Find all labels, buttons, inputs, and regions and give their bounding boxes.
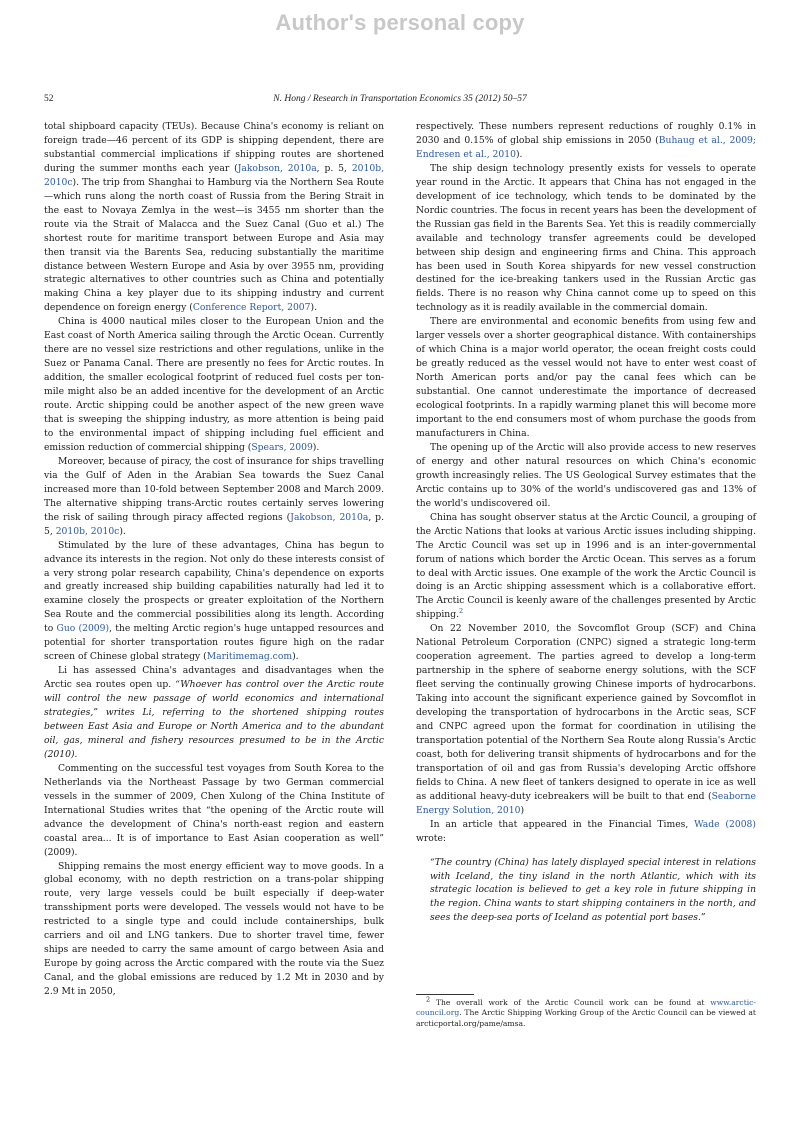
- paragraph: The ship design technology presently exists for vessels to operate year round in the Arctic. It appears that China has not engaged in the development of ice technology, which tends to be dominated by the Nordic countries. The focus in recent years has been the development of the Russian gas field in the Barents Sea. Yet this is readily commercially available and technology transfer agreements could be developed between ship design and engineering firms and China. This approach has been used in South Korea shipyards for new vessel construction destined for the ice-breaking tankers used in the Russian Arctic gas fields. There is no reason why China cannot come up to speed on this technology as it is readily available in the commercial domain.: [416, 162, 756, 314]
- paragraph: [44, 664, 384, 762]
- paragraph: There are environmental and economic benefits from using few and larger vessels over a shorter geographical distance. With containerships of which China is a major world operator, the ocean freight costs could be greatly reduced as the vessel would not have to enter west coast of North American ports and/or pay the canal fees which can be substantial. One cannot underestimate the importance of decreased ecological footprints. In a rapidly warming planet this will become more important to the end consumers most of whom purchase the goods from manufacturers in China.: [416, 316, 756, 439]
- paragraph: [416, 818, 756, 846]
- text: On 22 November 2010, the Sovcomflot Group (SCF) and China National Petroleum Corporation (CNPC) signed a strategic long-term cooperation agreement. The parties agreed to develop a long-term partnership in the sphere of seaborne energy solutions, with the SCF fleet serving the continually growing Chinese imports of hydrocarbons. Taking into account the significant experience gained by Sovcomflot in developing the transportation of hydrocarbons in the Arctic seas, SCF and CNPC agreed upon the format for coordination in utilising the transportation potential of the Northern Sea Route along Russia's Arctic coast, both for delivering transit shipments of hydrocarbons and for the transportation of oil and gas from Russia's developing Arctic offshore fields to China. A new fleet of tankers designed to operate in ice as well as additional heavy-duty icebreakers will be built to that end (: [416, 623, 756, 802]
- text: ).: [292, 651, 299, 663]
- text: Stimulated by the lure of these advantages, China has begun to advance its interests in the region. Not only do these interests consist of a very strong polar research capability, China's dependence on exports and greatly increased ship building capabilities naturally had led it to examine closely the prospects or greater exploitation of the Northern Sea Route and the commercial possibilities along its length. According to: [44, 539, 384, 635]
- citation-link[interactable]: Conference Report, 2007: [192, 302, 311, 314]
- text: ).: [515, 148, 523, 160]
- citation-link[interactable]: 2010b, 2010c: [55, 525, 120, 537]
- text: . The Arctic Shipping Working Group of the Arctic Council can be viewed at arcticportal.org/pame/amsa.: [416, 1008, 756, 1028]
- paragraph: [416, 511, 756, 623]
- footnote-rule: [416, 994, 474, 995]
- citation-link[interactable]: Wade (2008): [694, 818, 756, 830]
- citation-link[interactable]: Jakobson, 2010a: [290, 511, 369, 523]
- text: ): [520, 804, 525, 816]
- running-head: N. Hong / Research in Transportation Economics 35 (2012) 50–57: [273, 94, 527, 104]
- footnote-number: 2: [426, 995, 431, 1004]
- text: In an article that appeared in the Financial Times,: [430, 818, 695, 830]
- paragraph: The opening up of the Arctic will also provide access to new reserves of energy and other natural resources on which China's economic growth increasingly relies. The US Geological Survey estimates that the Arctic contains up to 30% of the world's undiscovered gas and 13% of the world's undiscovered oil.: [416, 441, 756, 509]
- paragraph: Commenting on the successful test voyages from South Korea to the Netherlands via the Northeast Passage by two German commercial vessels in the summer of 2009, Chen Xulong of the China Institute of International Studies writes that “the opening of the Arctic route will advance the development of China's north-east region and eastern coastal area... It is of importance to East Asian cooperation as well” (2009).: [44, 762, 384, 858]
- paragraph: [416, 120, 756, 162]
- text: , the melting Arctic region's huge untapped resources and potential for shorter transportation routes figure high on the radar screen of Chinese global strategy (: [44, 623, 385, 663]
- text: Moreover, because of piracy, the cost of insurance for ships travelling via the Gulf of Aden in the Arabian Sea towards the Suez Canal increased more than 10-fold between September 2008 and March 2009. The alternative shipping trans-Arctic routes certainly serves lowering the risk of sailing through piracy affected regions (: [44, 455, 384, 523]
- right-column: [416, 120, 756, 925]
- paragraph: [44, 539, 384, 665]
- block-quote: “The country (China) has lately displayed special interest in relations with Iceland, the tiny island in the north Atlantic, which with its strategic location is believed to get a key role in future shipping in the region. China wants to start shipping containers in the north, and sees the deep-sea ports of Iceland as potential port bases.”: [430, 856, 756, 924]
- inline-quote: “Whoever has control over the Arctic route will control the new passage of world economics and international strategies,” writes Li, referring to the shortened shipping routes between East Asia and Europe or North America and to the abundant oil, gas, mineral and fishery resources presumed to be in the Arctic (2010).: [44, 679, 384, 760]
- left-column: [44, 120, 384, 999]
- text: The overall work of the Arctic Council work can be found at: [430, 998, 711, 1007]
- text: ). The trip from Shanghai to Hamburg via the Northern Sea Route—which runs along the north coast of Russia from the Bering Strait in the east to Novaya Zemlya in the west—is 3455 nm shorter than the route via the Strait of Malacca and the Suez Canal (Guo et al.) The shortest route for maritime transport between Europe and Asia may then transit via the Barents Sea, reducing substantially the maritime distance between Western Europe and Asia by over 3955 nm, providing strategic alternatives to other countries such as China and potentially making China a key player due to its shipping industry and current dependence on foreign energy (: [44, 176, 384, 314]
- citation-link[interactable]: Maritimemag.com: [206, 651, 293, 663]
- watermark: Author's personal copy: [275, 10, 525, 35]
- text: Li has assessed China's advantages and disadvantages when the Arctic sea routes open up.: [44, 665, 384, 691]
- text: wrote:: [416, 832, 447, 844]
- citation-link[interactable]: Buhaug et al., 2009; Endresen et al., 2010: [416, 134, 756, 160]
- citation-link[interactable]: Seaborne Energy Solution, 2010: [416, 790, 756, 816]
- paragraph: [44, 315, 384, 455]
- text: total shipboard capacity (TEUs). Because China's economy is reliant on foreign trade—46 percent of its GDP is shipping dependent, there are substantial commercial implications if shipping routes are shortened during the summer months each year (: [44, 121, 384, 174]
- footnote-marker[interactable]: 2: [459, 607, 464, 616]
- text: ).: [312, 441, 320, 453]
- text: , p. 5,: [316, 162, 352, 174]
- citation-link[interactable]: 2010b, 2010c: [44, 162, 384, 188]
- text: ).: [119, 525, 126, 537]
- citation-link[interactable]: Spears, 2009: [251, 441, 313, 453]
- footnote: [416, 995, 756, 1029]
- text: China has sought observer status at the Arctic Council, a grouping of the Arctic Nations that looks at various Arctic issues including shipping. The Arctic Council was set up in 1996 and is an inter-governmental forum of nations which border the Arctic Ocean. This serves as a forum to deal with Arctic issues. One example of the work the Arctic Council is doing is an Arctic shipping assessment which is a collaborative effort. The Arctic Council is keenly aware of the challenges presented by Arctic shipping.: [416, 511, 756, 621]
- footnote-link[interactable]: www.arctic-council.org: [416, 998, 756, 1018]
- text: respectively. These numbers represent reductions of roughly 0.1% in 2030 and 0.15% of global ship emissions in 2050 (: [416, 121, 756, 146]
- paragraph: Shipping remains the most energy efficient way to move goods. In a global economy, with no depth restriction on a trans-polar shipping route, very large vessels could be built especially if deep-water transshipment ports were developed. The vessels would not have to be restricted to a single type and could include containerships, bulk carriers and oil and LNG tankers. Due to shorter travel time, fewer ships are needed to carry the same amount of cargo between Asia and Europe by going across the Arctic compared with the route via the Suez Canal, and the global emissions are reduced by 1.2 Mt in 2030 and by 2.9 Mt in 2050,: [44, 860, 384, 998]
- paragraph: [416, 622, 756, 817]
- text: China is 4000 nautical miles closer to the European Union and the East coast of North America sailing through the Arctic Ocean. Currently there are no vessel size restrictions and other regulations, unlike in the Suez or Panama Canal. There are presently no fees for Arctic routes. In addition, the smaller ecological footprint of reduced fuel costs per ton-mile might also be an added incentive for the development of an Arctic route. Arctic shipping could be another aspect of the new green wave that is sweeping the shipping industry, as more attention is being paid to the environmental impact of shipping including fuel efficient and emission reduction of commercial shipping (: [44, 316, 384, 453]
- citation-link[interactable]: Jakobson, 2010a: [237, 162, 317, 174]
- citation-link[interactable]: Guo (2009): [56, 623, 110, 635]
- paragraph: [44, 455, 384, 539]
- page-number: 52: [44, 94, 54, 104]
- text: ).: [310, 302, 317, 314]
- text: , p. 5,: [44, 511, 384, 537]
- paragraph: [44, 120, 384, 315]
